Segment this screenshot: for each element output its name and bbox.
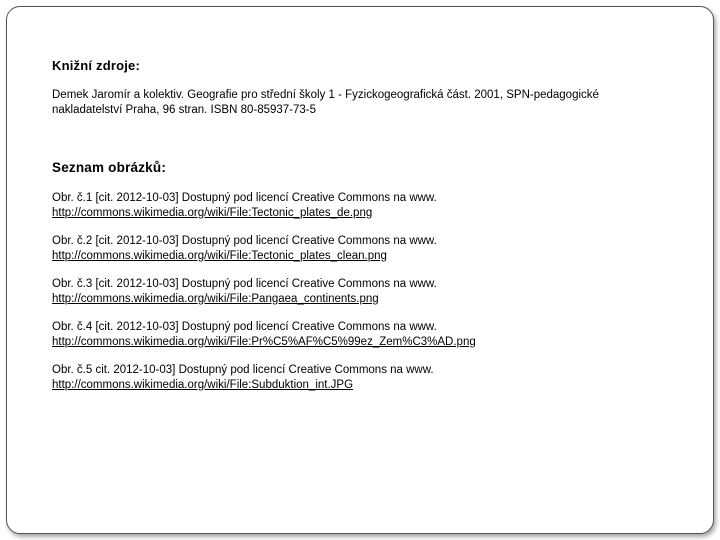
images-heading: Seznam obrázků: <box>52 160 167 175</box>
image-source-link[interactable]: http://commons.wikimedia.org/wiki/File:Subduktion_int.JPG <box>52 378 354 391</box>
books-heading: Knižní zdroje: <box>52 58 141 73</box>
image-source-link[interactable]: http://commons.wikimedia.org/wiki/File:Tectonic_plates_clean.png <box>52 249 387 262</box>
image-entry-text: Obr. č.5 cit. 2012-10-03] Dostupný pod licencí Creative Commons na www. <box>52 364 434 376</box>
image-entry-text: Obr. č.3 [cit. 2012-10-03] Dostupný pod licencí Creative Commons na www. <box>52 278 437 290</box>
image-entry-2 <box>52 234 672 263</box>
image-entry-3 <box>52 277 672 306</box>
image-entry-4 <box>52 320 672 349</box>
image-entry-text: Obr. č.1 [cit. 2012-10-03] Dostupný pod licencí Creative Commons na www. <box>52 192 437 204</box>
slide-content <box>52 58 672 406</box>
book-entry <box>52 88 672 118</box>
book-entry-line2: nakladatelství Praha, 96 stran. ISBN 80-85937-73-5 <box>52 104 317 116</box>
image-source-link[interactable]: http://commons.wikimedia.org/wiki/File:Pr%C5%AF%C5%99ez_Zem%C3%AD.png <box>52 335 476 348</box>
image-entry-5 <box>52 363 672 392</box>
image-entry-text: Obr. č.2 [cit. 2012-10-03] Dostupný pod licencí Creative Commons na www. <box>52 235 437 247</box>
book-entry-line1: Demek Jaromír a kolektiv. Geografie pro střední školy 1 - Fyzickogeografická část. 2001, SPN-pedagogické <box>52 89 599 101</box>
image-entry-1 <box>52 191 672 220</box>
image-entry-text: Obr. č.4 [cit. 2012-10-03] Dostupný pod licencí Creative Commons na www. <box>52 321 437 333</box>
image-source-link[interactable]: http://commons.wikimedia.org/wiki/File:Tectonic_plates_de.png <box>52 206 373 219</box>
image-source-link[interactable]: http://commons.wikimedia.org/wiki/File:Pangaea_continents.png <box>52 292 379 305</box>
